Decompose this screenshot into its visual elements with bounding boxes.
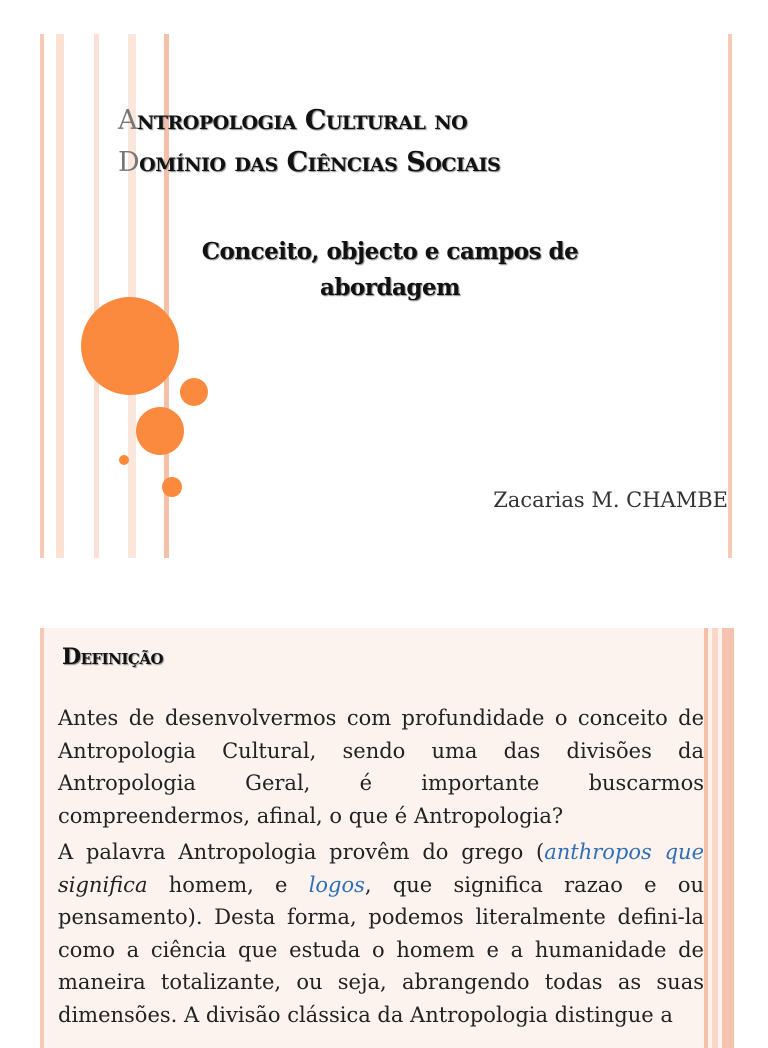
decorative-circle [180,378,208,406]
slide-subtitle: Conceito, objecto e campos de abordagem [201,238,579,301]
title-line-1: ntropologia Cultural no [137,105,468,136]
decorative-stripe [712,628,718,1048]
paragraph-2 [58,836,704,1031]
text-run: A palavra Antropologia provêm do grego ( [58,840,545,864]
title-initial: D [118,147,140,178]
text-run: , que significa razao e ou pensamento). Desta forma, podemos literalmente defini-la como a ciência que estuda o homem e a humanidade de maneira totalizante, ou seja, abrangendo todas as suas dimensões. A divisão clássica da Antropologia distingue a [58,872,704,1027]
section-heading: Definição [62,644,164,670]
decorative-stripe [40,628,44,1048]
paragraph-1: Antes de desenvolvermos com profundidade o conceito de Antropologia Cultural, sendo uma das divisões da Antropologia Geral, é importante buscarmos compreendermos, afinal, o que é Antropologia? [58,706,704,828]
decorative-stripe [56,34,64,558]
definition-slide [40,628,734,1048]
italic-word: significa [58,872,148,897]
decorative-circle [136,407,184,455]
decorative-circle [162,477,182,497]
decorative-circle [119,455,129,465]
greek-term-logos: logos [308,872,365,897]
decorative-stripe [704,628,708,1048]
decorative-circle [81,297,179,395]
slide-title [118,100,678,184]
title-initial: A [118,105,137,136]
decorative-stripe [40,34,44,558]
author-name: Zacarias M. CHAMBE [493,488,728,512]
body-text [58,702,704,1035]
decorative-stripe [94,34,99,558]
decorative-stripe [728,34,732,558]
text-run: homem, e [147,872,309,897]
greek-term-anthropos: anthropos que [544,840,704,864]
decorative-stripe [722,628,734,1048]
title-line-2: omínio das Ciências Sociais [139,147,501,178]
title-slide [40,34,734,558]
